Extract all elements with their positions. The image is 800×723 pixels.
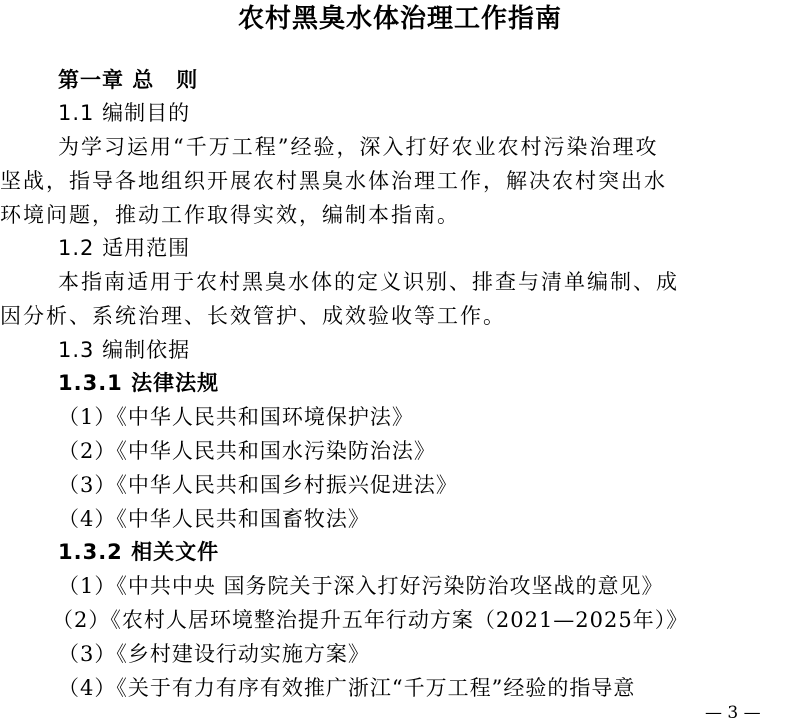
section-heading-1-1: 1.1 编制目的 xyxy=(58,101,191,125)
paragraph-line: 坚战，指导各地组织开展农村黑臭水体治理工作，解决农村突出水 xyxy=(0,169,667,193)
paragraph-line: 本指南适用于农村黑臭水体的定义识别、排查与清单编制、成 xyxy=(58,270,679,294)
paragraph-line: 因分析、系统治理、长效管护、成效验收等工作。 xyxy=(0,304,506,328)
subsection-heading-1-3-2: 1.3.2 相关文件 xyxy=(58,540,220,564)
chapter-heading: 第一章 总 则 xyxy=(58,68,199,92)
law-list-item: （4）《中华人民共和国畜牧法》 xyxy=(58,507,370,531)
document-title: 农村黑臭水体治理工作指南 xyxy=(237,4,562,34)
law-list-item: （3）《中华人民共和国乡村振兴促进法》 xyxy=(58,473,458,497)
section-heading-1-3: 1.3 编制依据 xyxy=(58,338,191,362)
law-list-item: （2）《中华人民共和国水污染防治法》 xyxy=(58,439,436,463)
document-list-item: （1）《中共中央 国务院关于深入打好污染防治攻坚战的意见》 xyxy=(58,574,664,598)
section-heading-1-2: 1.2 适用范围 xyxy=(58,236,191,260)
law-list-item: （1）《中华人民共和国环境保护法》 xyxy=(58,405,414,429)
paragraph-line: 环境问题，推动工作取得实效，编制本指南。 xyxy=(0,203,460,227)
document-list-item: （2）《农村人居环境整治提升五年行动方案（2021—2025年）》 xyxy=(52,608,689,632)
document-list-item: （4）《关于有力有序有效推广浙江“千万工程”经验的指导意 xyxy=(58,676,636,700)
document-list-item: （3）《乡村建设行动实施方案》 xyxy=(58,642,370,666)
page-number: — 3 — xyxy=(705,703,761,723)
subsection-heading-1-3-1: 1.3.1 法律法规 xyxy=(58,371,220,395)
paragraph-line: 为学习运用“千万工程”经验，深入打好农业农村污染治理攻 xyxy=(58,135,659,159)
